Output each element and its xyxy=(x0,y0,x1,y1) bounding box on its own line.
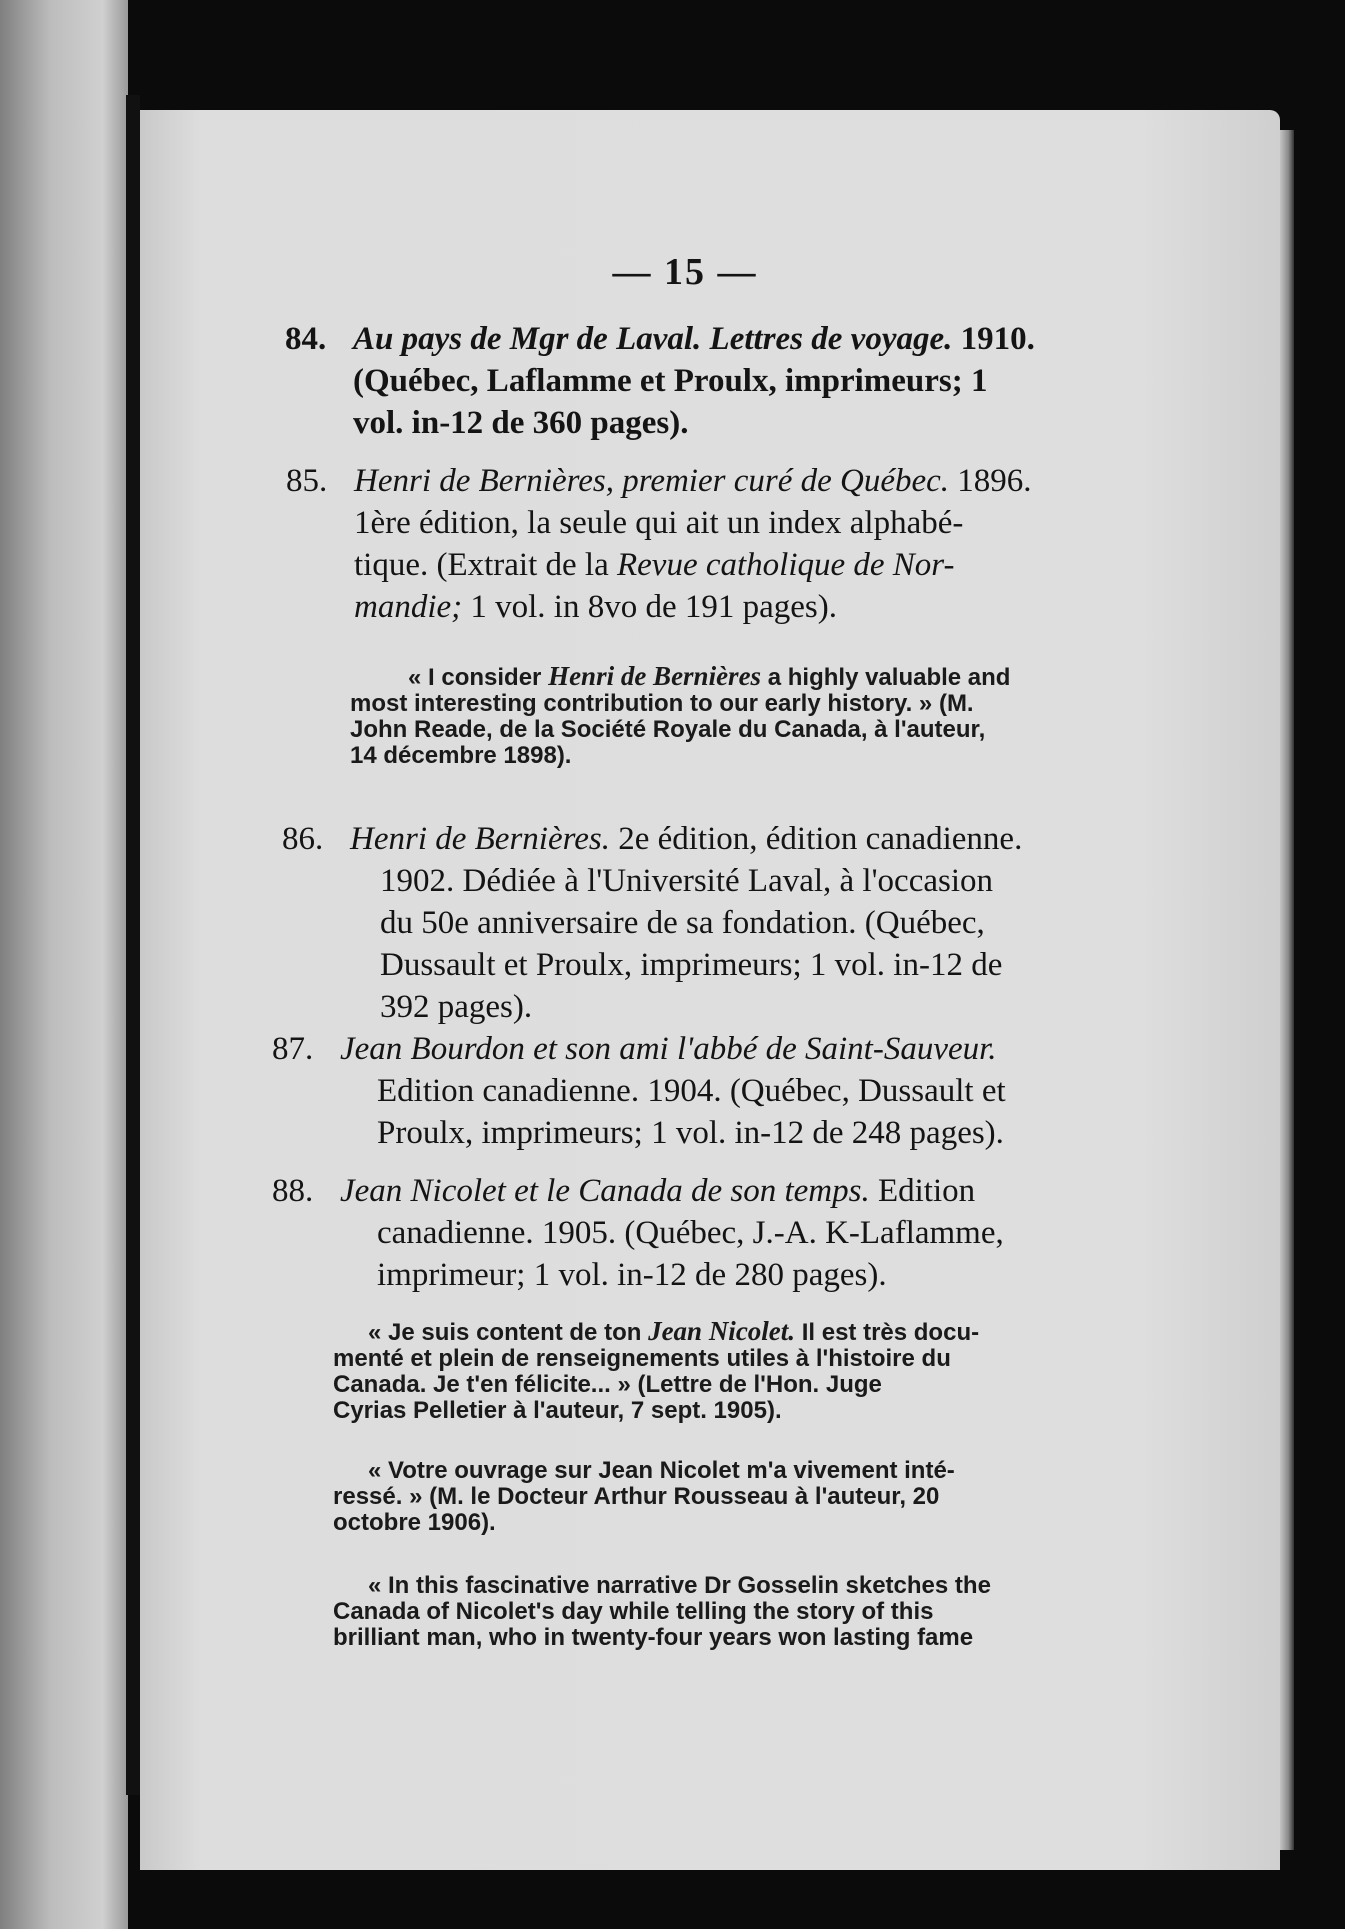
page-number: — 15 — xyxy=(612,251,758,293)
quote-pelletier xyxy=(333,1318,1103,1424)
entry-line: Henri de Bernières, premier curé de Québec. 1896. xyxy=(354,463,1032,499)
entry-line: vol. in-12 de 360 pages). xyxy=(353,405,689,441)
entry-line: Dussault et Proulx, imprimeurs; 1 vol. in-12 de xyxy=(380,947,1003,983)
quote-line: John Reade, de la Société Royale du Canada, à l'auteur, xyxy=(350,716,986,743)
entry-87 xyxy=(272,1028,1100,1154)
quote-line: « In this fascinative narrative Dr Gosselin sketches the xyxy=(368,1572,991,1599)
entry-line: 1ère édition, la seule qui ait un index alphabé- xyxy=(354,505,964,541)
quote-line: « I consider Henri de Bernières a highly valuable and xyxy=(408,661,1011,691)
entry-line: mandie; 1 vol. in 8vo de 191 pages). xyxy=(354,589,837,625)
entry-line: Henri de Bernières. 2e édition, édition canadienne. xyxy=(350,821,1023,857)
entry-line: Jean Bourdon et son ami l'abbé de Saint-Sauveur. xyxy=(340,1031,997,1067)
entry-line: Edition canadienne. 1904. (Québec, Dussault et xyxy=(377,1073,1006,1109)
entry-line: imprimeur; 1 vol. in-12 de 280 pages). xyxy=(377,1257,887,1293)
quote-line: octobre 1906). xyxy=(333,1509,496,1536)
entry-number: 88. xyxy=(272,1173,314,1209)
entry-line: du 50e anniversaire de sa fondation. (Québec, xyxy=(380,905,985,941)
entry-number: 86. xyxy=(282,821,324,857)
entry-line: tique. (Extrait de la Revue catholique de Nor- xyxy=(354,547,955,583)
quote-line: « Votre ouvrage sur Jean Nicolet m'a vivement inté- xyxy=(368,1457,955,1484)
quote-line: Canada. Je t'en félicite... » (Lettre de l'Hon. Juge xyxy=(333,1371,882,1398)
quote-line: Cyrias Pelletier à l'auteur, 7 sept. 1905). xyxy=(333,1397,782,1424)
entry-line: (Québec, Laflamme et Proulx, imprimeurs; 1 xyxy=(353,363,988,399)
quote-reade xyxy=(350,663,1100,769)
entry-line: Jean Nicolet et le Canada de son temps. Edition xyxy=(340,1173,976,1209)
entry-line: 1902. Dédiée à l'Université Laval, à l'occasion xyxy=(380,863,993,899)
entry-line: Proulx, imprimeurs; 1 vol. in-12 de 248 pages). xyxy=(377,1115,1004,1151)
quote-line: 14 décembre 1898). xyxy=(350,742,572,769)
entry-line: canadienne. 1905. (Québec, J.-A. K-Laflamme, xyxy=(377,1215,1004,1251)
quote-line: most interesting contribution to our early history. » (M. xyxy=(350,690,974,717)
entry-number: 87. xyxy=(272,1031,314,1067)
quote-fascinative-narrative xyxy=(333,1573,1103,1651)
entry-line: Au pays de Mgr de Laval. Lettres de voyage. 1910. xyxy=(353,321,1035,357)
quote-line: brilliant man, who in twenty-four years won lasting fame xyxy=(333,1624,974,1651)
quote-rousseau xyxy=(333,1458,1103,1536)
entry-number: 84. xyxy=(285,321,327,357)
quote-line: menté et plein de renseignements utiles à l'histoire du xyxy=(333,1345,951,1372)
entry-88 xyxy=(272,1170,1100,1296)
quote-line: « Je suis content de ton Jean Nicolet. Il est très docu- xyxy=(368,1316,980,1346)
entry-84 xyxy=(285,318,1098,444)
entry-number: 85. xyxy=(286,463,328,499)
book-gutter xyxy=(126,95,140,1795)
facing-page-edge xyxy=(0,0,128,1929)
page-fore-edge xyxy=(1280,130,1294,1850)
entry-86 xyxy=(282,818,1100,1028)
entry-85 xyxy=(286,460,1099,628)
quote-line: ressé. » (M. le Docteur Arthur Rousseau à l'auteur, 20 xyxy=(333,1483,940,1510)
entry-line: 392 pages). xyxy=(380,989,533,1025)
quote-line: Canada of Nicolet's day while telling the story of this xyxy=(333,1598,934,1625)
